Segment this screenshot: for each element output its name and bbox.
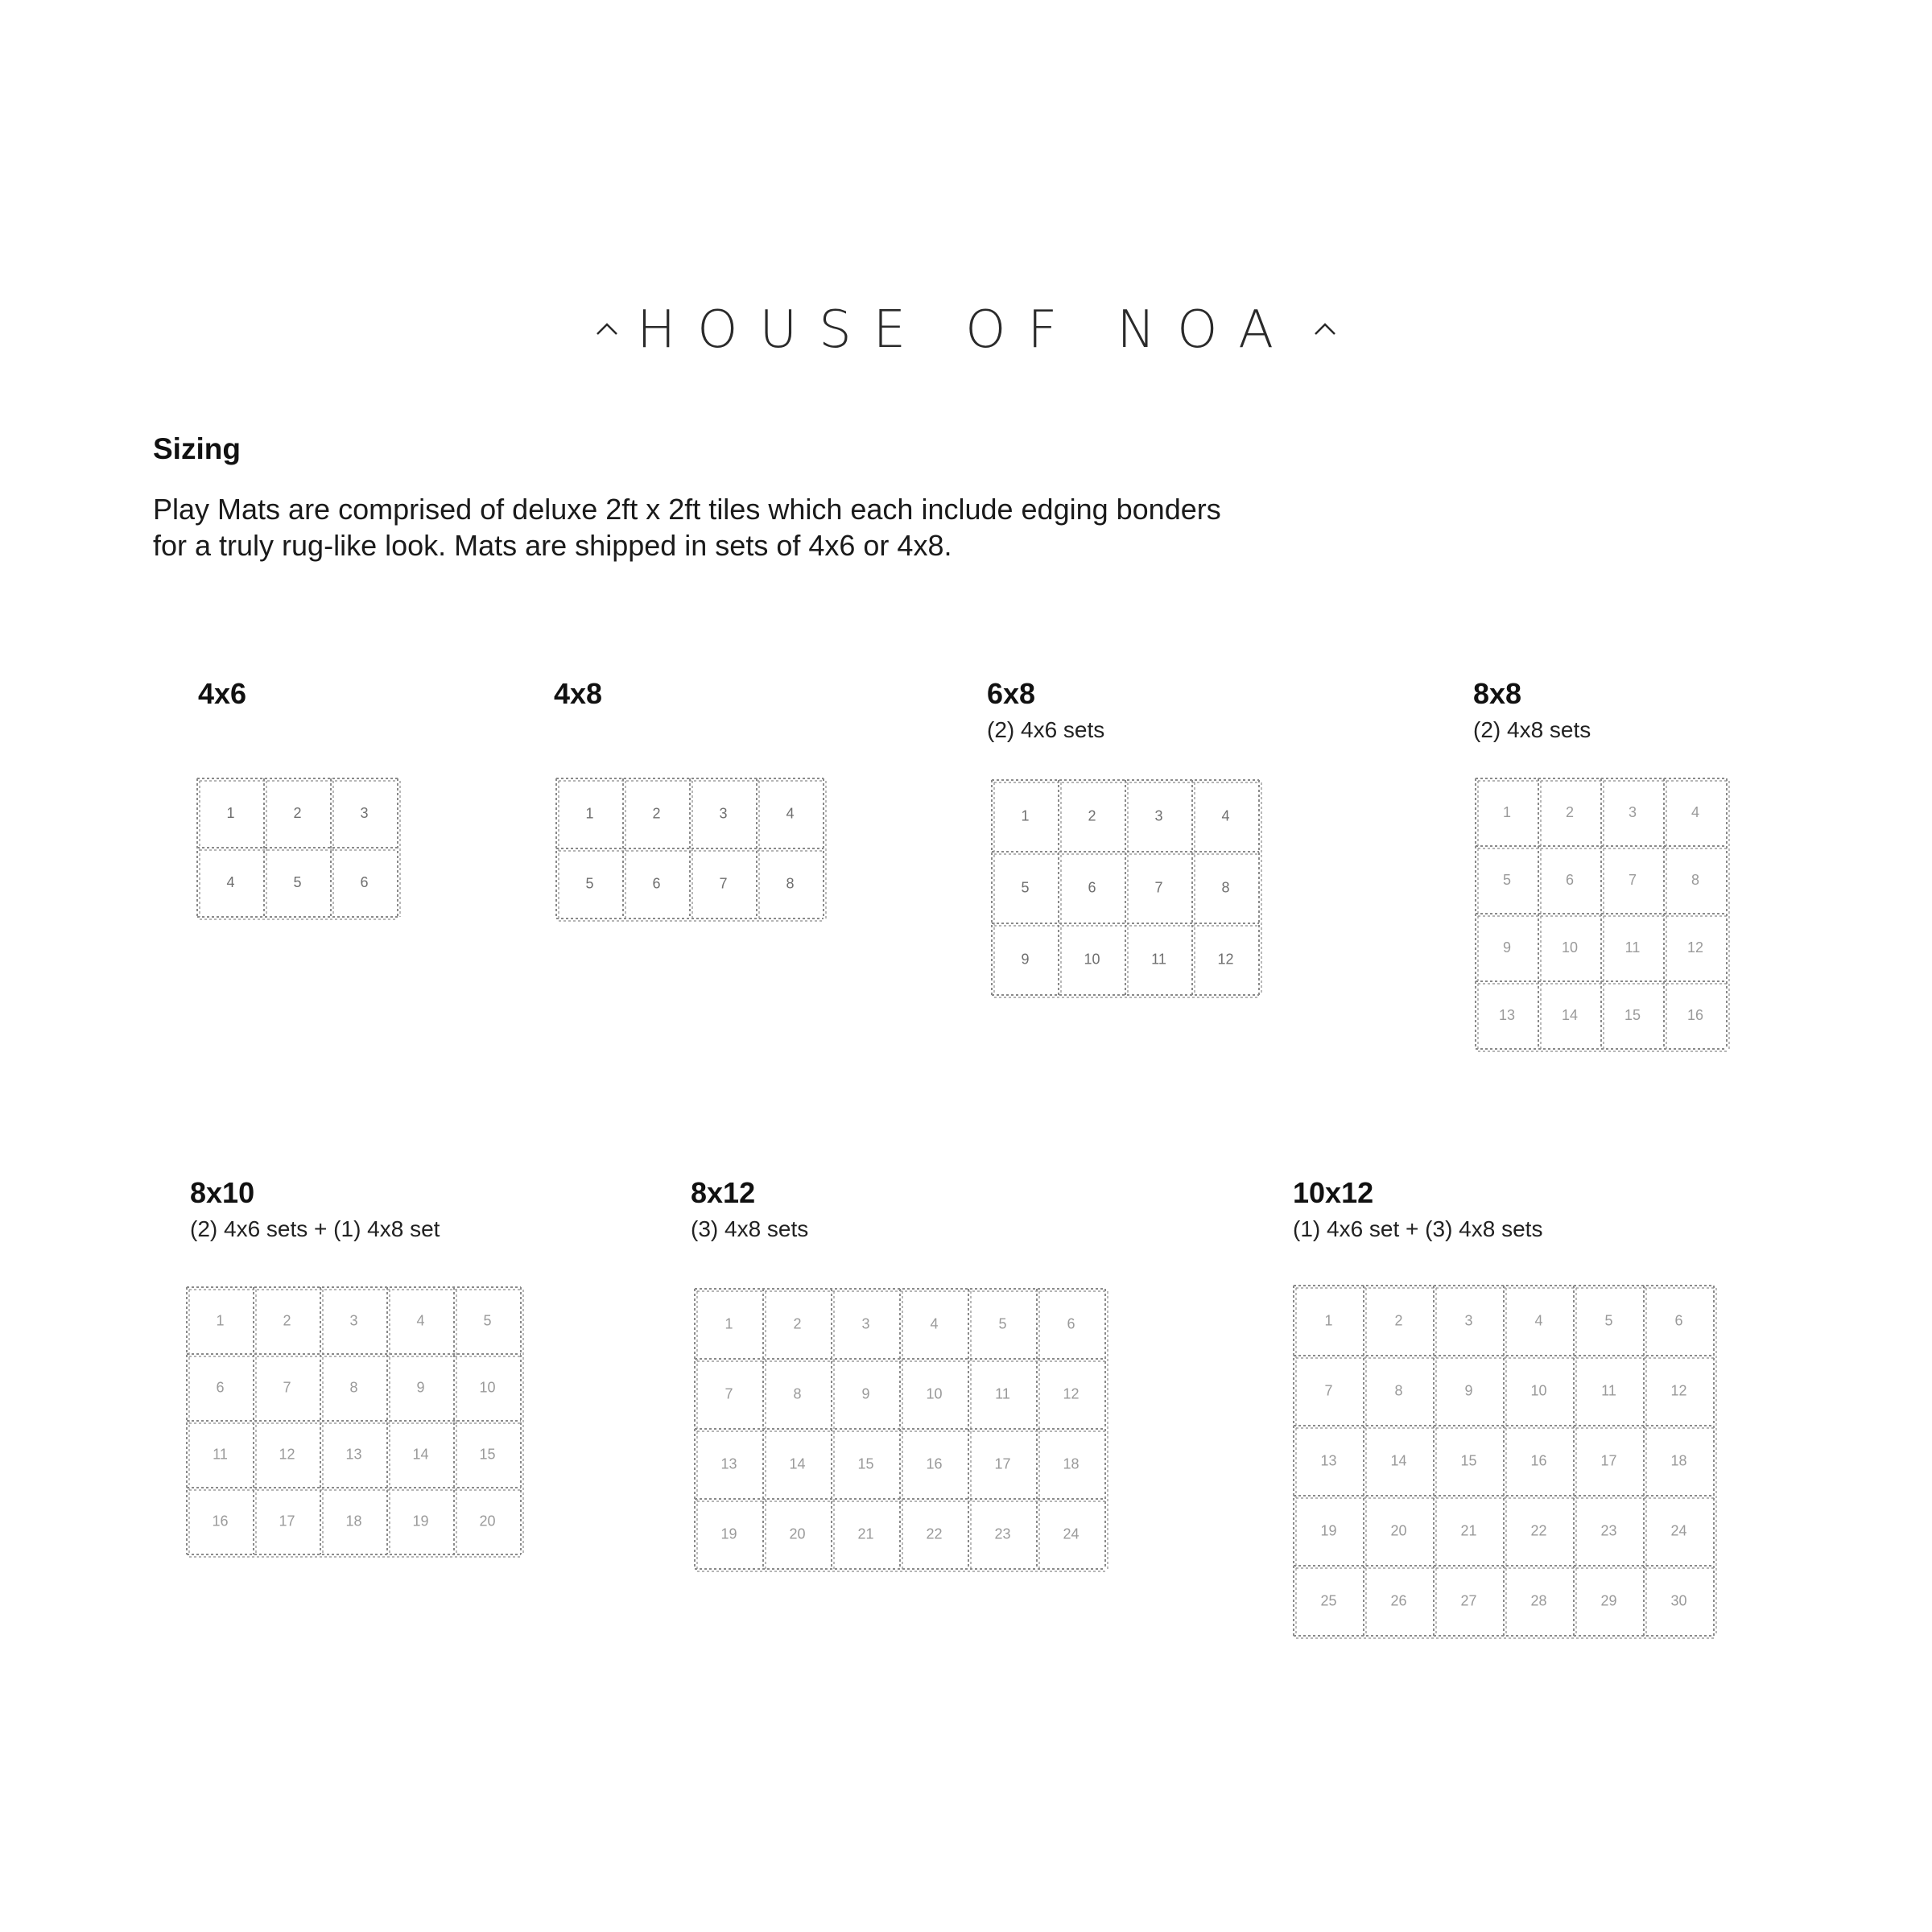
tile-number: 15	[857, 1455, 874, 1472]
tile-number: 8	[786, 875, 795, 892]
tile-number: 28	[1530, 1592, 1547, 1609]
tile-number: 21	[1460, 1522, 1477, 1539]
layout-subtitle: (1) 4x6 set + (3) 4x8 sets	[1293, 1216, 1543, 1241]
tile-number: 2	[793, 1315, 802, 1332]
tile-number: 3	[360, 805, 369, 821]
tile-number: 5	[585, 875, 594, 892]
tile-number: 29	[1600, 1592, 1617, 1609]
tile-number: 13	[1320, 1452, 1337, 1469]
layout-title: 8x10	[190, 1176, 255, 1209]
tile-number: 11	[1624, 939, 1641, 956]
tile-number: 3	[861, 1315, 870, 1332]
tile-number: 1	[1502, 804, 1512, 820]
tile-number: 7	[1324, 1382, 1333, 1399]
tile-number: 4	[226, 874, 235, 890]
tile-number: 17	[1600, 1452, 1617, 1469]
tile-number: 9	[861, 1385, 870, 1402]
tile-number: 6	[360, 874, 369, 890]
tile-number: 5	[998, 1315, 1007, 1332]
layout-title: 10x12	[1293, 1176, 1374, 1209]
tile-number: 8	[1221, 879, 1230, 896]
tile-number: 4	[416, 1312, 425, 1329]
tile-number: 3	[1154, 807, 1163, 824]
tile-number: 10	[926, 1385, 943, 1402]
tile-number: 12	[1063, 1385, 1080, 1402]
layout-subtitle: (2) 4x6 sets	[987, 717, 1105, 742]
tile-number: 2	[1088, 807, 1096, 824]
layout-title: 8x12	[691, 1176, 756, 1209]
layout-10x12	[1293, 1177, 1542, 1243]
tile-grid-8x8	[1475, 778, 1729, 1051]
tile-number: 17	[279, 1513, 295, 1530]
tile-number: 8	[349, 1379, 358, 1396]
layout-title: 4x6	[198, 677, 247, 710]
tile-grid-8x10	[186, 1286, 523, 1557]
tile-number: 24	[1063, 1525, 1080, 1542]
tile-number: 6	[1674, 1312, 1683, 1329]
tile-number: 13	[720, 1455, 737, 1472]
tile-number: 17	[994, 1455, 1011, 1472]
tile-number: 11	[995, 1385, 1010, 1402]
tile-number: 2	[1394, 1312, 1403, 1329]
brand-name: HOUSE OF NOA	[637, 300, 1295, 360]
tile-number: 16	[212, 1513, 229, 1530]
tile-grid-svg	[555, 778, 826, 921]
tile-number: 10	[1561, 939, 1579, 956]
tile-grid-svg	[1475, 778, 1729, 1051]
tile-number: 18	[1670, 1452, 1687, 1469]
tile-number: 1	[585, 805, 594, 822]
tile-number: 6	[652, 875, 661, 892]
tile-number: 2	[283, 1312, 291, 1329]
tile-number: 14	[412, 1446, 429, 1463]
sizing-heading: Sizing	[153, 432, 241, 465]
tile-number: 11	[1601, 1382, 1616, 1399]
layout-subtitle: (3) 4x8 sets	[691, 1216, 809, 1241]
tile-grid-svg	[1293, 1285, 1716, 1638]
tile-number: 6	[1565, 872, 1575, 888]
tile-number: 3	[1464, 1312, 1473, 1329]
tile-number: 12	[1686, 939, 1704, 956]
tile-number: 18	[345, 1513, 362, 1530]
tile-number: 16	[926, 1455, 943, 1472]
tile-number: 14	[789, 1455, 806, 1472]
tile-number: 1	[216, 1312, 225, 1329]
tile-number: 1	[1324, 1312, 1333, 1329]
tile-number: 7	[1628, 872, 1637, 888]
tile-number: 5	[1021, 879, 1030, 896]
tile-number: 25	[1320, 1592, 1337, 1609]
tile-grid-6x8	[991, 779, 1261, 997]
tile-number: 9	[1502, 939, 1512, 956]
tile-number: 4	[1221, 807, 1230, 824]
tile-number: 14	[1390, 1452, 1407, 1469]
tile-number: 4	[930, 1315, 939, 1332]
tile-grid-svg	[991, 779, 1261, 997]
tile-number: 11	[213, 1446, 228, 1463]
tile-grid-4x6	[196, 778, 400, 919]
tile-number: 7	[724, 1385, 733, 1402]
tile-number: 19	[720, 1525, 737, 1542]
tile-number: 22	[1530, 1522, 1547, 1539]
tile-number: 23	[1600, 1522, 1617, 1539]
tile-number: 5	[293, 874, 302, 890]
tile-number: 9	[1021, 951, 1030, 968]
tile-grid-svg	[196, 778, 400, 919]
brand-logo	[0, 300, 1932, 360]
tile-number: 16	[1686, 1007, 1704, 1023]
layout-6x8	[987, 678, 1104, 744]
tile-number: 10	[479, 1379, 496, 1396]
tile-number: 10	[1084, 951, 1100, 968]
tile-number: 18	[1063, 1455, 1080, 1472]
layout-8x12	[691, 1177, 808, 1243]
layout-title: 8x8	[1473, 677, 1522, 710]
tile-number: 10	[1530, 1382, 1547, 1399]
tile-number: 15	[1624, 1007, 1641, 1023]
layout-subtitle: (2) 4x8 sets	[1473, 717, 1591, 742]
tile-number: 7	[283, 1379, 291, 1396]
tile-number: 19	[412, 1513, 429, 1530]
description-line-1: Play Mats are comprised of deluxe 2ft x 2ft tiles which each include edging bonders	[153, 493, 1221, 526]
tile-number: 6	[1088, 879, 1096, 896]
tile-number: 8	[1394, 1382, 1403, 1399]
tile-number: 12	[279, 1446, 295, 1463]
caret-up-icon	[1313, 316, 1337, 341]
tile-number: 5	[1604, 1312, 1613, 1329]
tile-grid-10x12	[1293, 1285, 1716, 1638]
tile-number: 13	[345, 1446, 362, 1463]
layout-title: 4x8	[554, 677, 603, 710]
tile-number: 19	[1320, 1522, 1337, 1539]
tile-number: 4	[786, 805, 795, 822]
tile-number: 5	[483, 1312, 492, 1329]
tile-number: 9	[1464, 1382, 1473, 1399]
tile-number: 7	[719, 875, 728, 892]
layout-8x8	[1473, 678, 1591, 744]
tile-number: 13	[1498, 1007, 1516, 1023]
tile-number: 14	[1561, 1007, 1579, 1023]
tile-number: 23	[994, 1525, 1011, 1542]
tile-number: 15	[479, 1446, 496, 1463]
tile-number: 11	[1151, 951, 1166, 968]
tile-number: 1	[226, 805, 235, 821]
tile-number: 1	[724, 1315, 733, 1332]
tile-number: 4	[1690, 804, 1700, 820]
tile-number: 20	[789, 1525, 806, 1542]
tile-number: 20	[479, 1513, 496, 1530]
layout-title: 6x8	[987, 677, 1036, 710]
tile-number: 22	[926, 1525, 943, 1542]
caret-up-icon	[595, 316, 619, 341]
tile-number: 1	[1021, 807, 1030, 824]
tile-grid-svg	[186, 1286, 523, 1557]
tile-number: 7	[1154, 879, 1163, 896]
tile-number: 4	[1534, 1312, 1543, 1329]
tile-number: 2	[1565, 804, 1575, 820]
tile-grid-8x12	[694, 1288, 1108, 1571]
description-line-2: for a truly rug-like look. Mats are shipped in sets of 4x6 or 4x8.	[153, 529, 952, 562]
tile-number: 24	[1670, 1522, 1687, 1539]
tile-number: 3	[349, 1312, 358, 1329]
tile-number: 30	[1670, 1592, 1687, 1609]
tile-number: 27	[1460, 1592, 1477, 1609]
tile-number: 26	[1390, 1592, 1407, 1609]
tile-grid-svg	[694, 1288, 1108, 1571]
tile-number: 21	[857, 1525, 874, 1542]
layout-8x10	[190, 1177, 440, 1243]
sizing-description	[153, 491, 1409, 564]
tile-number: 6	[216, 1379, 225, 1396]
tile-number: 12	[1217, 951, 1234, 968]
layout-4x8	[554, 678, 602, 710]
layout-4x6	[198, 678, 246, 710]
tile-grid-4x8	[555, 778, 826, 921]
tile-number: 6	[1067, 1315, 1075, 1332]
tile-number: 2	[652, 805, 661, 822]
tile-number: 5	[1502, 872, 1512, 888]
tile-number: 15	[1460, 1452, 1477, 1469]
tile-number: 3	[719, 805, 728, 822]
tile-number: 8	[1690, 872, 1700, 888]
tile-number: 9	[416, 1379, 425, 1396]
tile-number: 12	[1670, 1382, 1687, 1399]
tile-number: 8	[793, 1385, 802, 1402]
tile-number: 3	[1628, 804, 1637, 820]
layout-subtitle: (2) 4x6 sets + (1) 4x8 set	[190, 1216, 440, 1241]
tile-number: 20	[1390, 1522, 1407, 1539]
tile-number: 16	[1530, 1452, 1547, 1469]
tile-number: 2	[293, 805, 302, 821]
